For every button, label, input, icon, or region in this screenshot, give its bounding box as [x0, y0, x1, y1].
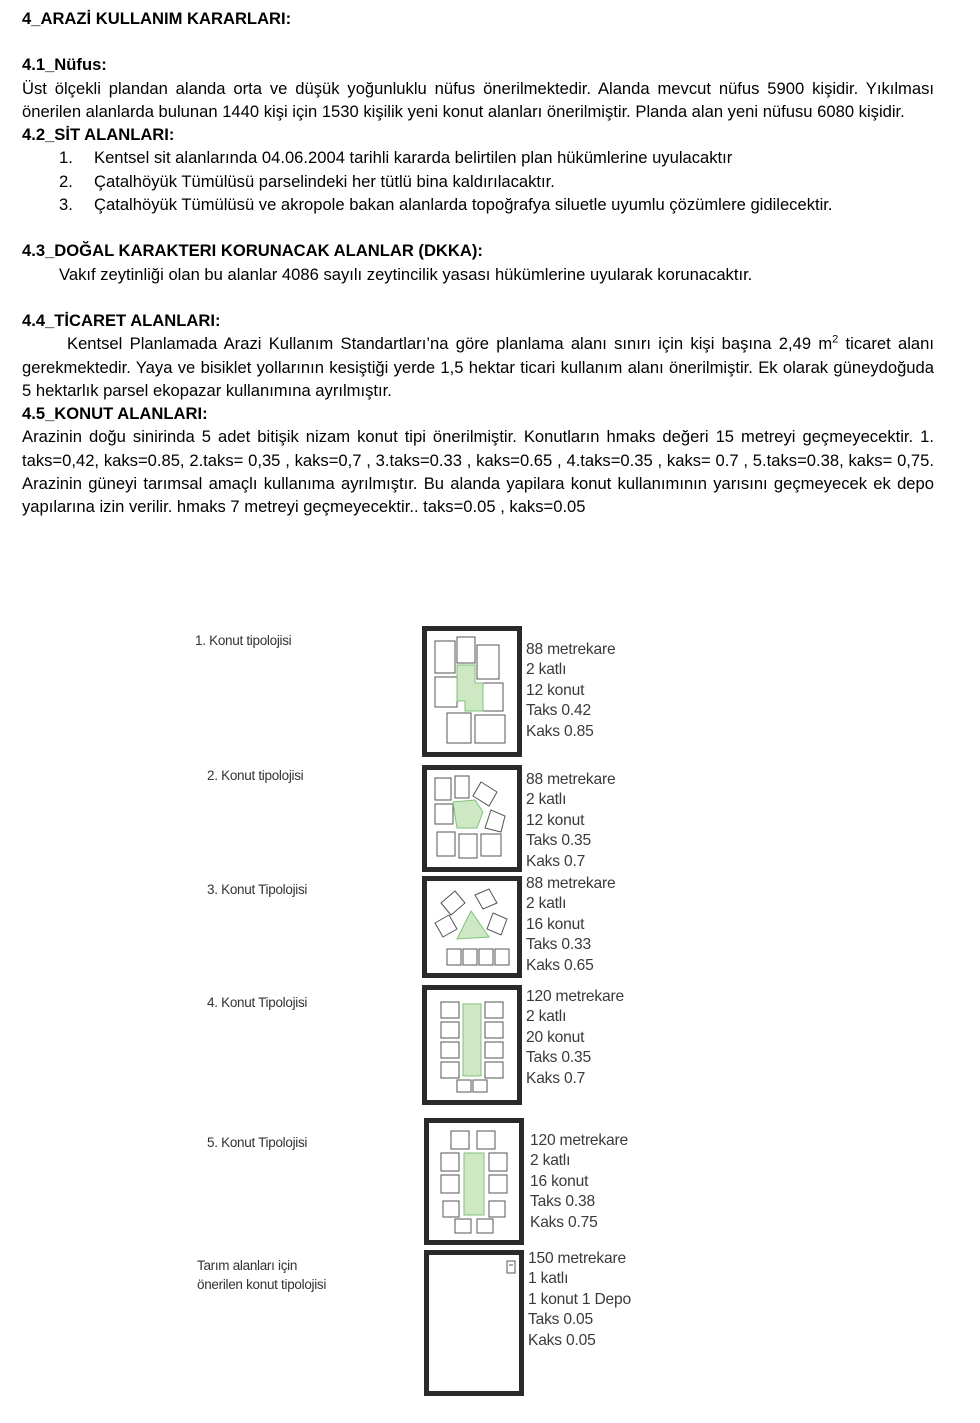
heading-4-4: 4.4_TİCARET ALANLARI: [22, 310, 221, 330]
typology-stats: 88 metrekare 2 katlı 12 konut Taks 0.42 Kaks 0.85 [526, 641, 616, 740]
paragraph-4-3: Vakıf zeytinliği olan bu alanlar 4086 sayılı zeytincilik yasası hükümlerine uyularak korunacaktır. [59, 264, 753, 284]
typology-label: 2. Konut tipolojisi [207, 768, 304, 783]
typology-plan-agriculture [424, 1250, 524, 1396]
typology-plan-5 [424, 1118, 524, 1245]
typology-plan-4 [422, 985, 522, 1105]
typology-stats: 120 metrekare 2 katlı 16 konut Taks 0.38 Kaks 0.75 [530, 1132, 628, 1231]
typology-label: 5. Konut Tipolojisi [207, 1135, 308, 1150]
plan-drawing [427, 881, 517, 973]
section-title: 4_ARAZİ KULLANIM KARARLARI: [22, 9, 292, 28]
list-item: 2. Çatalhöyük Tümülüsü parselindeki her tütlü bina kaldırılacaktır. [59, 171, 555, 191]
typology-label: 1. Konut tipolojisi [195, 633, 292, 648]
typology-plan-2 [422, 765, 522, 872]
heading-4-2: 4.2_SİT ALANLARI: [22, 125, 175, 145]
plan-drawing [427, 990, 517, 1100]
paragraph-4-5: Arazinin doğu sinirinda 5 adet bitişik nizam konut tipi önerilmiştir. Konutların hmaks değeri 15 metreyi geçmeyecektir. 1. taks=0,42, kaks=0.85, 2.taks= 0,35 , kaks=0,7 , 3.taks=0.33 , kaks=0.65 , 4.taks=0.35 , kaks= 0.7 , 5.taks=0.38, kaks= 0,75. Arazinin güneyi tarımsal amaçlı kullanıma ayrılmıştır. Bu alanda yapilara konut kullanımının yarısını geçmeyecek ek depo yapılarına izin verilir. hmaks 7 metreyi geçmeyecektir.. taks=0.05 , kaks=0.05 [22, 427, 934, 517]
typology-label: Tarım alanları için önerilen konut tipolojisi [197, 1258, 327, 1292]
plan-drawing [429, 1255, 519, 1391]
heading-4-3: 4.3_DOĞAL KARAKTERI KORUNACAK ALANLAR (DKKA): [22, 241, 483, 261]
typology-stats: 150 metrekare 1 katlı 1 konut 1 Depo Taks 0.05 Kaks 0.05 [528, 1250, 631, 1349]
paragraph-4-4: Kentsel Planlamada Arazi Kullanım Standartları’na göre planlama alanı sınırı için kişi başına 2,49 $m^2$ ticaret alanı gerekmektedir. Yaya ve bisiklet yollarının kesiştiği yerde 1,5 hektar ticari kullanım alanı önerilmiştir. Ek olarak güneydoğuda 5 hektarlık parsel ekopazar kullanımına ayrılmıştır. [22, 333, 935, 400]
heading-4-5: 4.5_KONUT ALANLARI: [22, 404, 208, 424]
paragraph-4-1: Üst ölçekli plandan alanda orta ve düşük yoğunluklu nüfus önerilmektedir. Alanda mevcut nüfus 5900 kişidir. Yıkılması önerilen alanlarda bulunan 1440 kişi için 1530 kişilik yeni konut alanları önerilmiştir. Planda alan yeni nüfusu 6080 kişidir. [22, 78, 934, 121]
typology-plan-1 [422, 626, 522, 757]
heading-4-1: 4.1_Nüfus: [22, 55, 107, 75]
list-item: 3. Çatalhöyük Tümülüsü ve akropole bakan alanlarda topoğrafya siluetle uyumlu çözümlere gidilecektir. [59, 195, 833, 215]
typology-label: 3. Konut Tipolojisi [207, 882, 308, 897]
typology-stats: 88 metrekare 2 katlı 16 konut Taks 0.33 Kaks 0.65 [526, 875, 616, 974]
typology-stats: 88 metrekare 2 katlı 12 konut Taks 0.35 Kaks 0.7 [526, 771, 616, 870]
typology-label: 4. Konut Tipolojisi [207, 995, 308, 1010]
plan-drawing [427, 631, 517, 752]
plan-drawing [427, 770, 517, 867]
typology-stats: 120 metrekare 2 katlı 20 konut Taks 0.35 Kaks 0.7 [526, 988, 624, 1087]
plan-drawing [429, 1123, 519, 1240]
list-item: 1. Kentsel sit alanlarında 04.06.2004 tarihli kararda belirtilen plan hükümlerine uyulacaktır [59, 148, 733, 168]
typology-plan-3 [422, 876, 522, 978]
